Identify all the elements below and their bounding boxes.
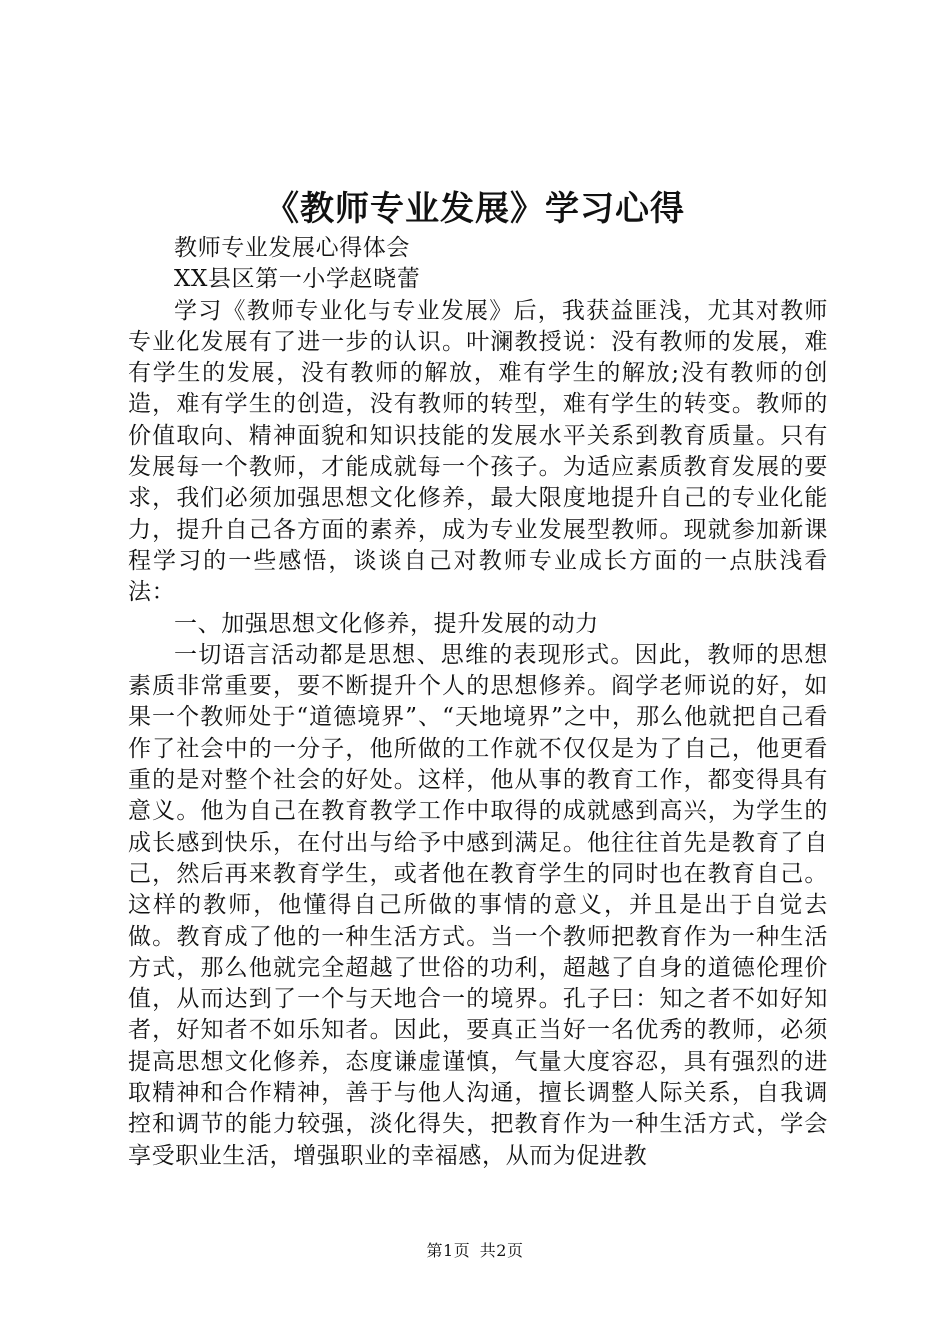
page-total: 共2页 [479,1241,524,1260]
subtitle-paragraph: 教师专业发展心得体会 [174,235,410,261]
intro-paragraph: 学习《教师专业化与专业发展》后，我获益匪浅，尤其对教师专业化发展有了进一步的认识。叶澜教授说：没有教师的发展，难有学生的发展，没有教师的解放，难有学生的解放;没有教师的创造，难有学生的创造，没有教师的转型，难有学生的转变。教师的价值取向、精神面貌和知识技能的发展水平关系到教育质量。只有发展每一个教师，才能成就每一个孩子。为适应素质教育发展的要求，我们必须加强思想文化修养，最大限度地提升自己的专业化能力，提升自己各方面的素养，成为专业发展型教师。现就参加新课程学习的一些感悟，谈谈自己对教师专业成长方面的一点肤浅看法： [128,297,828,606]
page-number: 第1页 [426,1241,471,1260]
author-paragraph: XX县区第一小学赵晓蕾 [174,266,421,293]
body-paragraph: 一切语言活动都是思想、思维的表现形式。因此，教师的思想素质非常重要，要不断提升个人的思想修养。阎学老师说的好，如果一个教师处于“道德境界”、“天地境界”之中，那么他就把自己看作了社会中的一分子，他所做的工作就不仅仅是为了自己，他更看重的是对整个社会的好处。这样，他从事的教育工作，都变得具有意义。他为自己在教育教学工作中取得的成就感到高兴，为学生的成长感到快乐，在付出与给予中感到满足。他往往首先是教育了自己，然后再来教育学生，或者他在教育学生的同时也在教育自己。这样的教师，他懂得自己所做的事情的意义，并且是出于自觉去做。教育成了他的一种生活方式。当一个教师把教育作为一种生活方式，那么他就完全超越了世俗的功利，超越了自身的道德伦理价值，从而达到了一个与天地合一的境界。孔子曰：知之者不如好知者，好知者不如乐知者。因此，要真正当好一名优秀的教师，必须提高思想文化修养，态度谦虚谨慎，气量大度容忍，具有强烈的进取精神和合作精神，善于与他人沟通，擅长调整人际关系，自我调控和调节的能力较强，淡化得失，把教育作为一种生活方式，学会享受职业生活，增强职业的幸福感，从而为促进教 [128,641,828,1169]
section-heading: 一、加强思想文化修养，提升发展的动力 [174,610,599,637]
page-footer [0,1240,950,1262]
document-body [128,233,828,1172]
document-title: 《教师专业发展》学习心得 [265,189,685,229]
